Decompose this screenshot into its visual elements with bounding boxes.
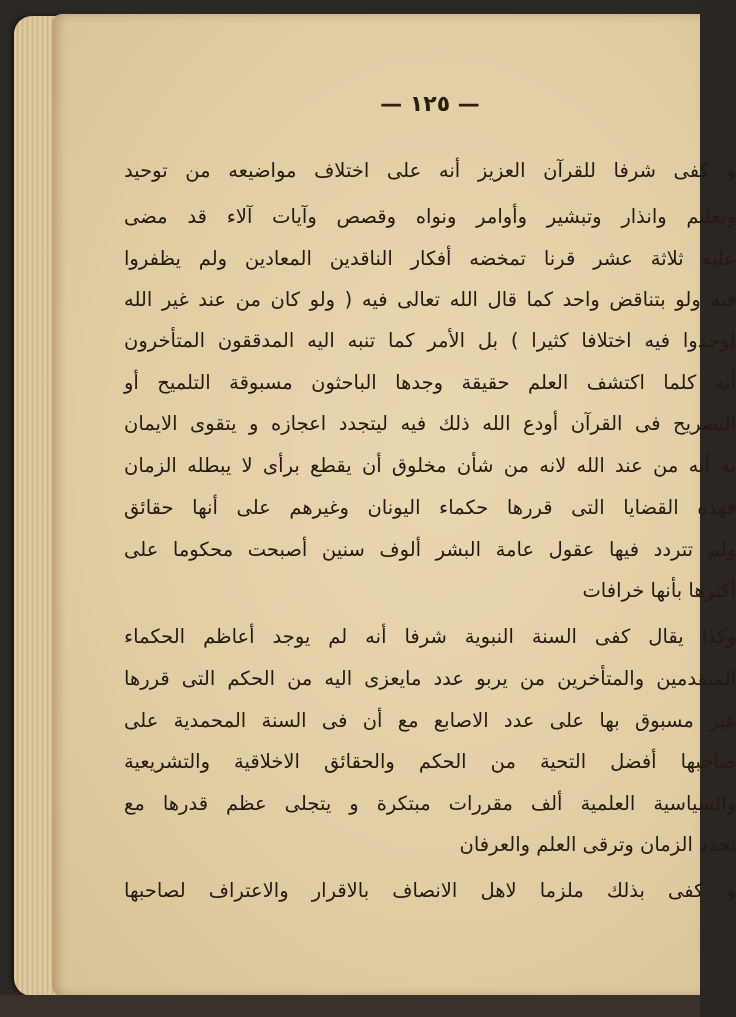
- text-line: لوجدوا فيه اختلافا كثيرا ) بل الأمر كما تنبه اليه المدققون المتأخرون: [124, 329, 736, 352]
- text-line: و كفى بذلك ملزما لاهل الانصاف بالاقرار والاعتراف لصاحبها: [124, 879, 736, 902]
- backing-board: [0, 995, 700, 1017]
- text-line: فهذه القضايا التى قررها حكماء اليونان وغيرهم على أنها حقائق: [124, 496, 736, 519]
- text-line: غير مسبوق بها على عدد الاصابع مع أن فى السنة المحمدية على: [124, 709, 736, 732]
- text-line: تجدد الزمان وترقى العلم والعرفان: [459, 833, 736, 856]
- text-line: والسياسية العلمية ألف مقررات مبتكرة و يتجلى عظم قدرها مع: [124, 792, 736, 815]
- text-line: فيه ولو بتناقض واحد كما قال الله تعالى فيه ( ولو كان من عند غير الله: [124, 288, 736, 311]
- text-line: و كفى شرفا للقرآن العزيز أنه على اختلاف مواضيعه من توحيد: [124, 159, 736, 182]
- text-line: وتعليم وانذار وتبشير وأوامر ونواه وقصص وآيات آلاء قد مضى: [124, 205, 736, 228]
- text-line: أنه كلما اكتشف العلم حقيقة وجدها الباحثون مسبوقة التلميح أو: [124, 371, 736, 394]
- text-block: [124, 14, 736, 996]
- text-line: صاحبها أفضل التحية من الحكم والحقائق الاخلاقية والتشريعية: [124, 750, 736, 773]
- book-page: [52, 14, 736, 996]
- text-line: به أنه من عند الله لانه من شأن مخلوق أن يقطع برأى لا يبطله الزمان: [124, 454, 736, 477]
- text-line: وكذا يقال كفى السنة النبوية شرفا أنه لم يوجد أعاظم الحكماء: [124, 625, 736, 648]
- text-line: ولم تتردد فيها عقول عامة البشر ألوف سنين أصبحت محكوما على: [124, 538, 736, 561]
- text-line: التصريح فى القرآن أودع الله ذلك فيه ليتجدد اعجازه و يتقوى الايمان: [124, 412, 736, 435]
- text-line: أكثرها بأنها خرافات: [582, 579, 736, 602]
- page-number: — ١٢٥ —: [380, 92, 480, 117]
- text-line: المتقدمين والمتأخرين من يربو عدد مايعزى اليه من الحكم التى قررها: [124, 667, 736, 690]
- text-line: عليه ثلاثة عشر قرنا تمخضه أفكار الناقدين المعادين ولم يظفروا: [124, 247, 736, 270]
